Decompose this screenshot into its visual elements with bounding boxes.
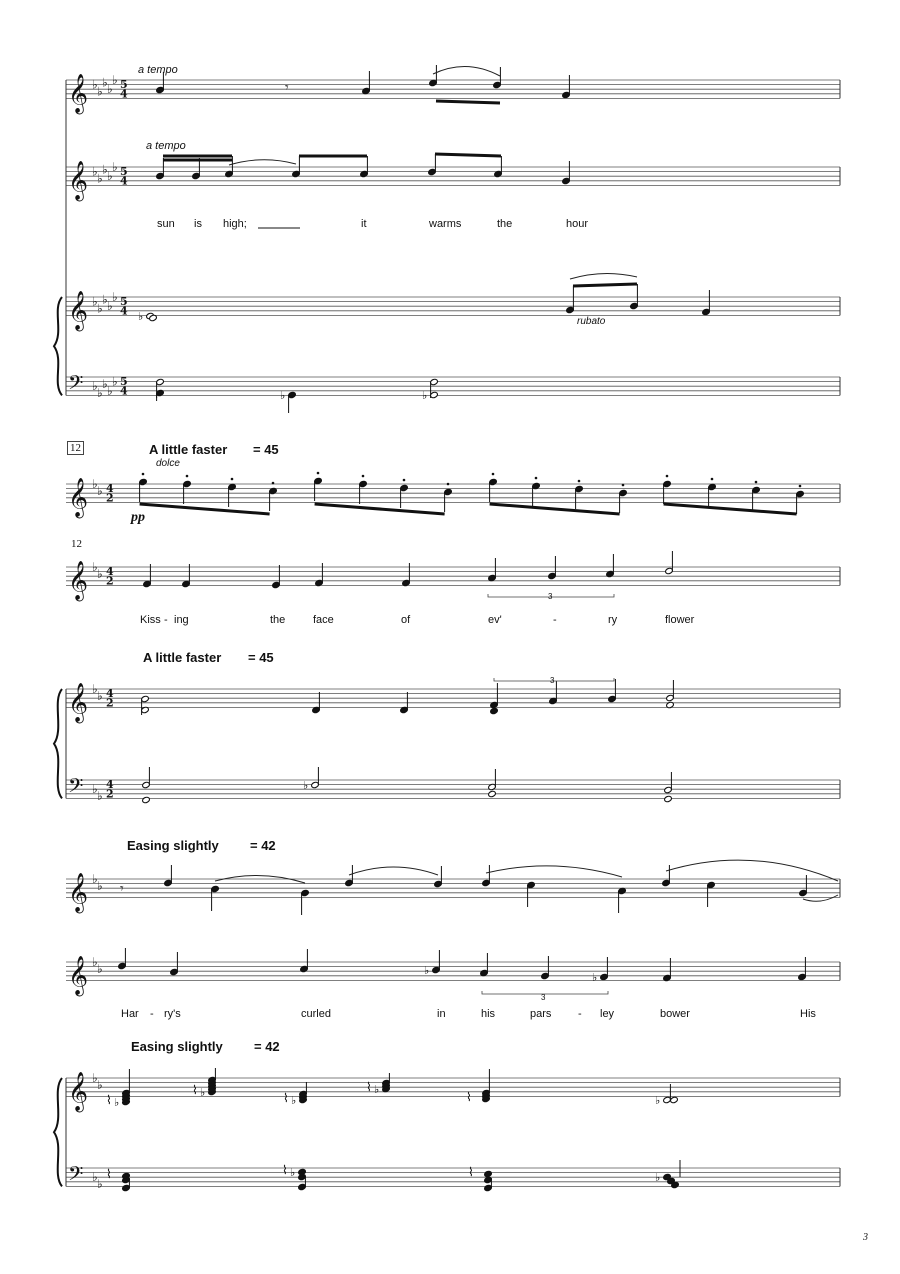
time-signature-denominator: 2 — [106, 574, 114, 588]
lyric-syllable: in — [437, 1008, 446, 1020]
staccato-dot — [535, 477, 538, 480]
flat-icon: ♭ — [102, 292, 108, 307]
lyric-hyphen: - — [150, 1008, 154, 1020]
treble-clef-icon: 𝄞 — [68, 955, 89, 996]
flat-icon: ♭ — [102, 376, 108, 391]
lyric-syllable: ry's — [164, 1008, 181, 1020]
dolce-marking: dolce — [156, 458, 180, 469]
slur — [570, 273, 637, 279]
flat-icon: ♭ — [112, 160, 118, 174]
accidental-flat-icon: ♭ — [200, 1086, 206, 1099]
rubato-marking: rubato — [577, 316, 606, 327]
piano-tempo-value: = 45 — [248, 650, 274, 665]
flat-icon: ♭ — [107, 169, 113, 184]
accidental-flat-icon: ♭ — [655, 1171, 661, 1184]
time-signature-denominator: 2 — [106, 787, 114, 801]
accidental-flat-icon: ♭ — [374, 1083, 380, 1096]
flat-icon: ♭ — [92, 1071, 98, 1085]
accidental-flat-icon: ♭ — [291, 1094, 297, 1107]
treble-clef-icon: 𝄞 — [68, 872, 89, 913]
piano-tempo-heading: A little faster — [143, 650, 222, 665]
flat-icon: ♭ — [97, 566, 103, 581]
accidental-flat-icon: ♭ — [280, 389, 286, 402]
note-beam — [573, 284, 637, 286]
piano-brace — [54, 297, 62, 395]
note-beam — [140, 504, 270, 514]
lyric-syllable: ley — [600, 1008, 615, 1020]
flat-icon: ♭ — [97, 84, 103, 99]
treble-clef-icon: 𝄞 — [68, 290, 89, 331]
bass-clef-icon: 𝄢 — [68, 773, 84, 802]
arpeggio-icon: ⌇ — [106, 1167, 112, 1181]
treble-clef-icon: 𝄞 — [68, 73, 89, 114]
lyric-syllable: high; — [223, 218, 247, 230]
time-signature-denominator: 4 — [120, 384, 128, 398]
triplet-number: 3 — [550, 676, 555, 685]
flat-icon: ♭ — [97, 961, 103, 976]
staccato-dot — [317, 472, 320, 475]
lyric-syllable: the — [270, 614, 286, 626]
time-signature-numerator: 5 — [120, 78, 128, 92]
flat-icon: ♭ — [92, 872, 98, 886]
lyric-syllable: pars — [530, 1008, 552, 1020]
measure-number: 12 — [67, 441, 84, 455]
flat-icon: ♭ — [112, 374, 118, 389]
triplet-number: 3 — [548, 592, 553, 601]
staccato-dot — [578, 480, 581, 483]
staccato-dot — [231, 478, 234, 481]
treble-clef-icon: 𝄞 — [68, 160, 89, 201]
arpeggio-icon: ⌇ — [282, 1163, 288, 1177]
flat-icon: ♭ — [92, 77, 98, 92]
eighth-rest-icon: 𝄾 — [120, 881, 124, 897]
staccato-dot — [272, 482, 275, 485]
lyric-hyphen: - — [553, 614, 557, 626]
flat-icon: ♭ — [112, 73, 118, 87]
voice-tempo-marking: a tempo — [146, 140, 186, 152]
flat-icon: ♭ — [97, 789, 103, 804]
measure-number: 12 — [71, 538, 82, 550]
accidental-flat-icon: ♭ — [303, 779, 309, 792]
slur — [803, 895, 838, 901]
lyric-syllable: the — [497, 218, 513, 230]
accidental-flat-icon: ♭ — [592, 971, 598, 984]
flat-icon: ♭ — [92, 1170, 98, 1185]
lyric-syllable: of — [401, 614, 411, 626]
time-signature-numerator: 4 — [106, 482, 114, 496]
notehead — [664, 795, 673, 802]
staccato-dot — [447, 483, 450, 486]
note-beam — [490, 504, 620, 514]
piano-tempo-value: = 42 — [254, 1039, 280, 1054]
staccato-dot — [403, 479, 406, 482]
lyric-syllable: flower — [665, 614, 695, 626]
time-signature-denominator: 4 — [120, 87, 128, 101]
tempo-heading: Easing slightly — [127, 838, 219, 853]
accidental-flat-icon: ♭ — [290, 1166, 296, 1179]
piano-brace — [54, 689, 62, 798]
bass-clef-icon: 𝄢 — [68, 370, 84, 399]
arpeggio-icon: ⌇ — [466, 1090, 472, 1104]
flat-icon: ♭ — [112, 290, 118, 304]
flat-icon: ♭ — [97, 386, 103, 401]
lyric-syllable: Kiss — [140, 614, 161, 626]
lyric-syllable: curled — [301, 1008, 331, 1020]
note-beam — [436, 101, 500, 103]
flat-icon: ♭ — [107, 299, 113, 314]
flat-icon: ♭ — [107, 82, 113, 97]
lyric-syllable: ev' — [488, 614, 502, 626]
notehead — [670, 1096, 679, 1103]
lyric-hyphen: - — [578, 1008, 582, 1020]
lyric-syllable: is — [194, 218, 202, 230]
staccato-dot — [755, 481, 758, 484]
flat-icon: ♭ — [97, 1177, 103, 1192]
flat-icon: ♭ — [97, 301, 103, 316]
flat-icon: ♭ — [107, 383, 113, 398]
staccato-dot — [186, 475, 189, 478]
slur — [433, 66, 500, 76]
tempo-value: = 42 — [250, 838, 276, 853]
staccato-dot — [622, 484, 625, 487]
accidental-flat-icon: ♭ — [114, 1096, 120, 1109]
notehead — [142, 796, 151, 803]
treble-clef-icon: 𝄞 — [68, 1071, 89, 1112]
lyric-syllable: it — [361, 218, 367, 230]
lyric-syllable: his — [481, 1008, 496, 1020]
treble-clef-icon: 𝄞 — [68, 477, 89, 518]
flat-icon: ♭ — [97, 171, 103, 186]
flat-icon: ♭ — [92, 560, 98, 574]
flat-icon: ♭ — [92, 955, 98, 969]
lyric-syllable: ry — [608, 614, 618, 626]
lyric-syllable: warms — [429, 218, 462, 230]
lyric-syllable: His — [800, 1008, 816, 1020]
time-signature-numerator: 5 — [120, 295, 128, 309]
time-signature-denominator: 4 — [120, 174, 128, 188]
time-signature-denominator: 4 — [120, 304, 128, 318]
lyric-syllable: Har — [121, 1008, 139, 1020]
flat-icon: ♭ — [97, 688, 103, 703]
flute-tempo-marking: a tempo — [138, 64, 178, 76]
arpeggio-icon: ⌇ — [366, 1080, 372, 1094]
staccato-dot — [666, 475, 669, 478]
eighth-rest-icon: 𝄾 — [285, 80, 289, 96]
flat-icon: ♭ — [92, 782, 98, 797]
staccato-dot — [799, 485, 802, 488]
piano-tempo-heading: Easing slightly — [131, 1039, 223, 1054]
arpeggio-icon: ⌇ — [192, 1083, 198, 1097]
triplet-number: 3 — [541, 993, 546, 1002]
arpeggio-icon: ⌇ — [468, 1165, 474, 1179]
arpeggio-icon: ⌇ — [283, 1091, 289, 1105]
lyric-syllable: hour — [566, 218, 589, 230]
tempo-heading: A little faster — [149, 442, 228, 457]
treble-clef-icon: 𝄞 — [68, 682, 89, 723]
accidental-flat-icon: ♭ — [422, 389, 428, 402]
lyric-hyphen: - — [164, 614, 168, 626]
flat-icon: ♭ — [92, 477, 98, 491]
slur — [229, 160, 296, 165]
notehead — [490, 707, 499, 714]
piano-brace — [54, 1078, 62, 1186]
accidental-flat-icon: ♭ — [424, 964, 430, 977]
staccato-dot — [711, 478, 714, 481]
dynamic-pp: pp — [131, 510, 145, 525]
lyric-syllable: sun — [157, 218, 175, 230]
time-signature-numerator: 4 — [106, 687, 114, 701]
flat-icon: ♭ — [97, 483, 103, 498]
time-signature-denominator: 2 — [106, 491, 114, 505]
notehead — [488, 790, 497, 797]
notehead — [484, 1170, 493, 1177]
slur — [349, 867, 438, 875]
time-signature-numerator: 4 — [106, 778, 114, 792]
flat-icon: ♭ — [102, 75, 108, 90]
flat-icon: ♭ — [97, 1077, 103, 1092]
accidental-flat-icon: ♭ — [138, 310, 144, 323]
note-beam — [315, 504, 445, 514]
flat-icon: ♭ — [97, 878, 103, 893]
time-signature-numerator: 4 — [106, 565, 114, 579]
staccato-dot — [362, 475, 365, 478]
lyric-syllable: bower — [660, 1008, 690, 1020]
staccato-dot — [492, 473, 495, 476]
flat-icon: ♭ — [92, 682, 98, 696]
flat-icon: ♭ — [92, 294, 98, 309]
arpeggio-icon: ⌇ — [106, 1093, 112, 1107]
accidental-flat-icon: ♭ — [655, 1094, 661, 1107]
flat-icon: ♭ — [92, 379, 98, 394]
page-number: 3 — [863, 1232, 868, 1243]
bass-clef-icon: 𝄢 — [68, 1161, 84, 1190]
time-signature-numerator: 5 — [120, 375, 128, 389]
slur — [666, 860, 838, 881]
time-signature-denominator: 2 — [106, 696, 114, 710]
flat-icon: ♭ — [102, 162, 108, 177]
flat-icon: ♭ — [92, 164, 98, 179]
treble-clef-icon: 𝄞 — [68, 560, 89, 601]
lyric-syllable: ing — [174, 614, 189, 626]
time-signature-numerator: 5 — [120, 165, 128, 179]
note-beam — [664, 504, 797, 514]
note-beam — [435, 154, 501, 156]
tempo-value: = 45 — [253, 442, 279, 457]
staccato-dot — [142, 473, 145, 476]
slur — [486, 866, 622, 877]
lyric-syllable: face — [313, 614, 334, 626]
